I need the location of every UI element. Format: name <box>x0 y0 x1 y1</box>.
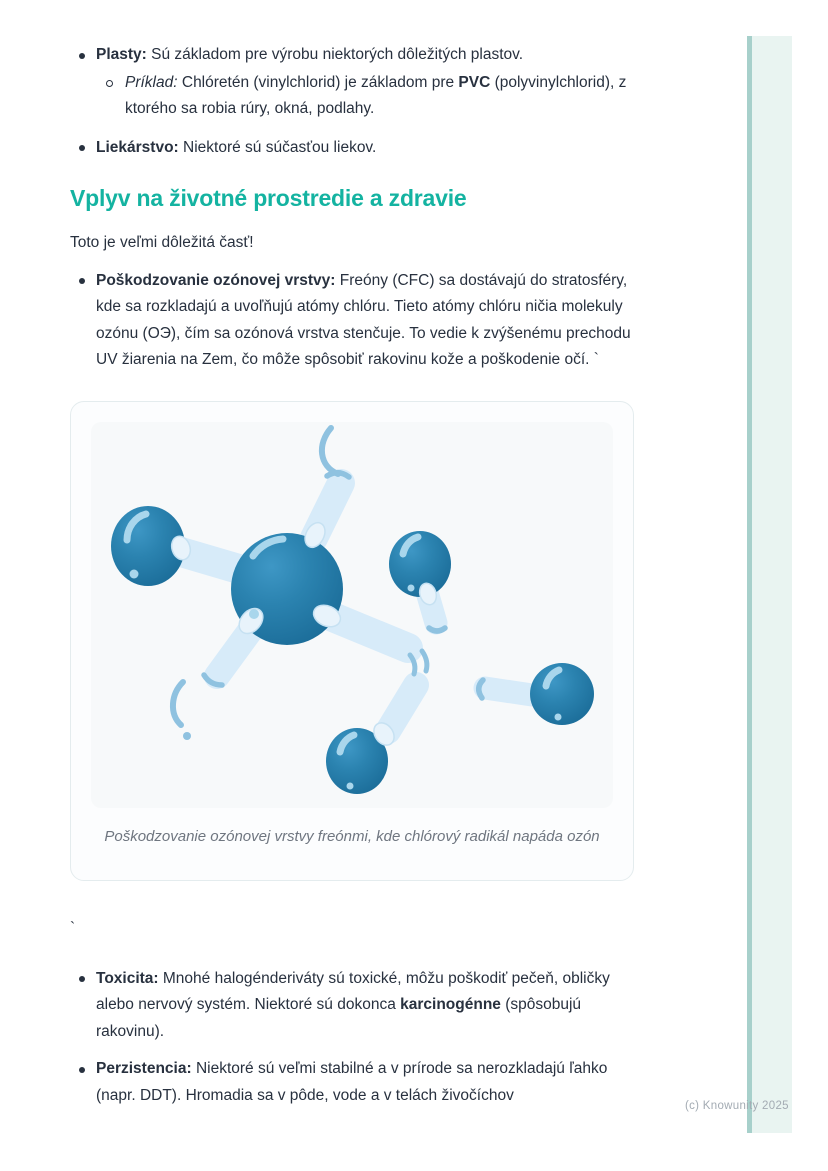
list-item-text: Niektoré sú súčasťou liekov. <box>178 138 377 156</box>
list-item-label: Poškodzovanie ozónovej vrstvy: <box>96 271 336 289</box>
list-item-text: Niektoré sú veľmi stabilné a v prírode sa nerozkladajú ľahko (napr. DDT). Hromadia sa v pôde, vode a v telách živočíchov <box>96 1060 608 1104</box>
molecule-illustration-icon <box>91 422 613 808</box>
list-item-priklad <box>70 70 648 123</box>
list-item-text: Freóny (CFC) sa dostávajú do stratosféry, kde sa rozkladajú a uvoľňujú atómy chlóru. Tieto atómy chlóru ničia molekuly ozónu (OЭ), čím sa ozónová vrstva stenčuje. To vedie k zvýšenému prechodu UV žiarenia na Zem, čo môže spôsobiť rakovinu kože a poškodenie očí. ` <box>96 271 631 368</box>
list-item-label: Príklad: <box>125 73 178 91</box>
list-item-toxicita <box>70 966 648 1046</box>
list-item-label: Perzistencia: <box>96 1060 192 1077</box>
figure-card <box>70 401 634 881</box>
footer-credit: (c) Knowunity 2025 <box>685 1100 789 1112</box>
list-item-perzistencia <box>70 1056 648 1109</box>
list-item-label: Toxicita: <box>96 969 159 987</box>
stray-backtick: ` <box>70 919 76 937</box>
list-item-label: Plasty: <box>96 46 147 63</box>
list-item-text: (spôsobujú rakovinu). <box>96 996 582 1040</box>
section-heading: Vplyv na životné prostredie a zdravie <box>70 185 467 211</box>
figure-caption: Poškodzovanie ozónovej vrstvy freónmi, kde chlórový radikál napáda ozón <box>104 827 600 845</box>
list-item-text: Sú základom pre výrobu niektorých dôležitých plastov. <box>146 46 524 63</box>
bold-term-karcinogenne: karcinogénne <box>400 996 501 1013</box>
bold-term-pvc: PVC <box>458 73 491 91</box>
document-page <box>70 42 648 1109</box>
list-item-text: Mnohé halogénderiváty sú toxické, môžu poškodiť pečeň, obličky alebo nervový systém. Niektoré sú dokonca <box>96 969 610 1013</box>
figure-image <box>91 422 613 808</box>
list-item-text: (polyvinylchlorid), z ktorého sa robia rúry, okná, podlahy. <box>125 73 627 117</box>
list-item-text: Chlóretén (vinylchlorid) je základom pre <box>177 73 459 91</box>
list-item-plasty <box>70 42 648 69</box>
list-item-label: Liekárstvo: <box>96 138 179 156</box>
intro-paragraph: Toto je veľmi dôležitá časť! <box>70 234 254 251</box>
list-item-ozone <box>70 268 648 374</box>
list-item-liekarstvo <box>70 135 648 162</box>
page-edge-accent-bar <box>747 36 792 1133</box>
